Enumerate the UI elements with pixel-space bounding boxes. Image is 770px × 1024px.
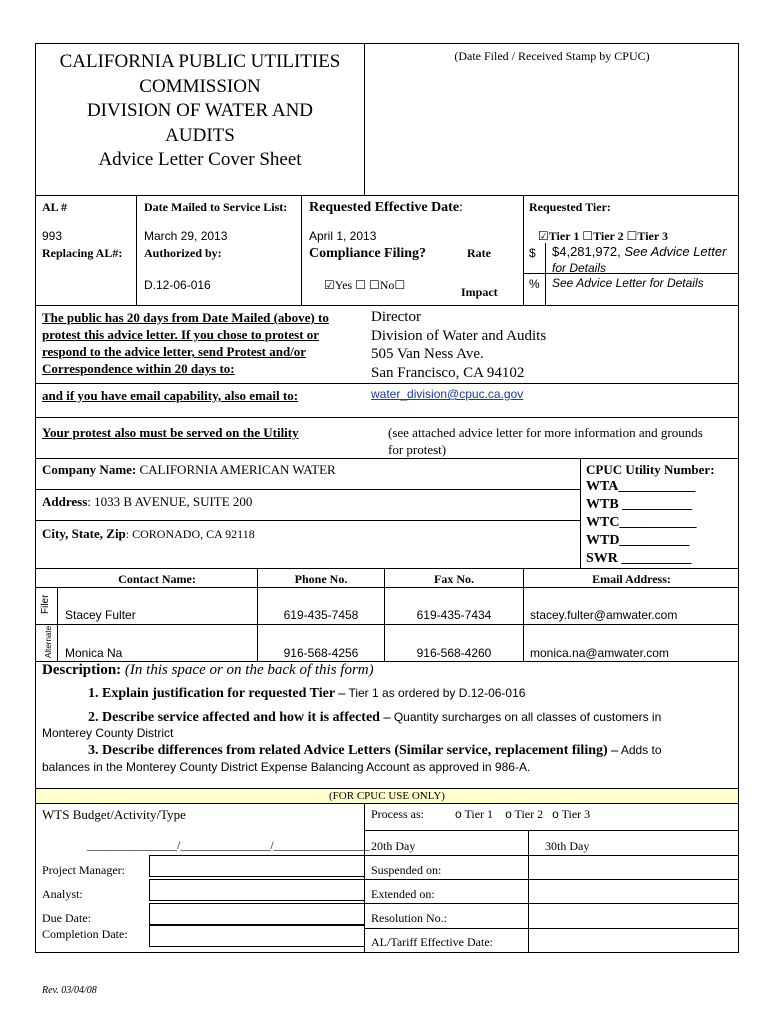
project-manager-label: Project Manager:: [42, 863, 125, 877]
tier-options: ☑Tier 1 ☐Tier 2 ☐Tier 3: [538, 229, 668, 243]
fax-header: Fax No.: [434, 572, 474, 586]
protest-instructions: The public has 20 days from Date Mailed (above) to protest this advice letter. If you chose to protest or respond to the advice letter, send Protest and/or Correspondence within 20 days to:: [42, 310, 329, 376]
description-heading: Description: (In this space or on the back of this form): [42, 662, 374, 678]
email-header: Email Address:: [592, 572, 671, 586]
rate-label: Rate: [467, 246, 491, 260]
percent-sign: %: [529, 277, 540, 291]
description-item-3: 3. Describe differences from related Advice Letters (Similar service, replacement filing) – Adds to: [88, 743, 662, 758]
alternate-role-label: Alternate: [44, 625, 53, 658]
al-number-label: AL #: [42, 200, 68, 214]
compliance-filing-label: Compliance Filing?: [309, 246, 427, 261]
compliance-options: ☑Yes ☐ ☐No☐: [324, 278, 406, 292]
filer-fax: 619-435-7434: [416, 608, 492, 622]
requested-tier-label: Requested Tier:: [529, 200, 611, 214]
cpuc-utility-number-label: CPUC Utility Number:: [586, 462, 715, 477]
alternate-name: Monica Na: [65, 646, 123, 660]
dollar-impact: $4,281,972, See Advice Letter: [552, 244, 727, 259]
authorized-by-label: Authorized by:: [144, 246, 222, 260]
tier2-checkbox[interactable]: ☐: [582, 229, 594, 243]
yes-checkbox[interactable]: ☑: [324, 278, 335, 292]
no-checkbox[interactable]: ☐: [355, 278, 366, 292]
effective-date-label: Requested Effective Date:: [309, 200, 463, 215]
tier3-radio[interactable]: o: [552, 807, 559, 821]
completion-date-label: Completion Date:: [42, 927, 128, 941]
description-item-1: 1. Explain justification for requested Tier – Tier 1 as ordered by D.12-06-016: [88, 686, 526, 701]
tier2-radio[interactable]: o: [505, 807, 512, 821]
description-item-2-cont: Monterey County District: [42, 726, 174, 740]
alternate-phone: 916-568-4256: [283, 646, 359, 660]
received-stamp-label: (Date Filed / Received Stamp by CPUC): [454, 49, 650, 63]
suspended-on-label: Suspended on:: [371, 863, 442, 877]
effective-date-value: April 1, 2013: [309, 229, 377, 243]
wts-budget-label: WTS Budget/Activity/Type: [42, 807, 186, 822]
filer-email: stacey.fulter@amwater.com: [530, 608, 678, 622]
revision-note: Rev. 03/04/08: [42, 985, 97, 996]
due-date-field[interactable]: [149, 903, 365, 925]
project-manager-field[interactable]: [149, 855, 365, 877]
water-division-email-link[interactable]: water_division@cpuc.ca.gov: [371, 387, 524, 401]
tier1-radio[interactable]: o: [455, 807, 462, 821]
thirtieth-day-label: 30th Day: [545, 839, 590, 853]
impact-label: Impact: [461, 285, 498, 299]
dollar-impact-note: for Details: [552, 261, 607, 275]
tier1-checkbox[interactable]: ☑: [538, 229, 549, 243]
served-on-utility-label: Your protest also must be served on the Utility: [42, 425, 299, 440]
email-instructions: and if you have email capability, also email to:: [42, 388, 299, 403]
percent-impact-note: See Advice Letter for Details: [552, 276, 704, 290]
company-name: Company Name: CALIFORNIA AMERICAN WATER: [42, 462, 336, 477]
tariff-effective-date-label: AL/Tariff Effective Date:: [371, 935, 493, 949]
dollar-sign: $: [529, 246, 536, 260]
company-address: Address: 1033 B AVENUE, SUITE 200: [42, 494, 253, 509]
no-checkbox-alt[interactable]: ☐: [369, 278, 380, 292]
date-mailed-value: March 29, 2013: [144, 229, 228, 243]
al-number-value: 993: [42, 229, 63, 243]
phone-header: Phone No.: [294, 572, 348, 586]
form-title: CALIFORNIA PUBLIC UTILITIES COMMISSION DIVISION OF WATER AND AUDITS Advice Letter Cover Sheet: [40, 50, 360, 173]
analyst-label: Analyst:: [42, 887, 83, 901]
contact-name-header: Contact Name:: [118, 572, 196, 586]
replacing-al-label: Replacing AL#:: [42, 246, 123, 260]
completion-date-field[interactable]: [149, 925, 365, 947]
filer-phone: 619-435-7458: [283, 608, 359, 622]
cpuc-use-banner-text: (FOR CPUC USE ONLY): [329, 790, 445, 802]
extended-on-label: Extended on:: [371, 887, 435, 901]
due-date-label: Due Date:: [42, 911, 91, 925]
form-subtitle: Advice Letter Cover Sheet: [98, 149, 302, 170]
company-city: City, State, Zip: CORONADO, CA 92118: [42, 526, 255, 541]
description-item-3-cont: balances in the Monterey County District Expense Balancing Account as approved in 986-A.: [42, 760, 531, 774]
date-mailed-label: Date Mailed to Service List:: [144, 200, 288, 214]
filer-role-label: Filer: [40, 594, 51, 614]
process-as-label: Process as:: [371, 807, 424, 821]
header-divider: [364, 43, 365, 195]
wts-budget-blanks: _______________/_______________/________________: [87, 838, 370, 852]
utility-codes: WTA___________ WTB __________ WTC___________ WTD__________ SWR __________: [586, 479, 697, 566]
authorized-by-value: D.12-06-016: [144, 278, 211, 292]
alternate-email: monica.na@amwater.com: [530, 646, 669, 660]
tier3-checkbox[interactable]: ☐: [626, 229, 638, 243]
alternate-fax: 916-568-4260: [416, 646, 492, 660]
process-tier-options: o Tier 1 o Tier 2 o Tier 3: [455, 807, 591, 821]
twentieth-day-label: 20th Day: [371, 839, 416, 853]
protest-address: Director Division of Water and Audits 505 Van Ness Ave. San Francisco, CA 94102: [371, 309, 547, 381]
description-item-2: 2. Describe service affected and how it is affected – Quantity surcharges on all classes of customers in: [88, 710, 662, 725]
filer-name: Stacey Fulter: [65, 608, 136, 622]
analyst-field[interactable]: [149, 879, 365, 901]
resolution-no-label: Resolution No.:: [371, 911, 448, 925]
served-note: (see attached advice letter for more information and grounds for protest): [388, 425, 703, 457]
